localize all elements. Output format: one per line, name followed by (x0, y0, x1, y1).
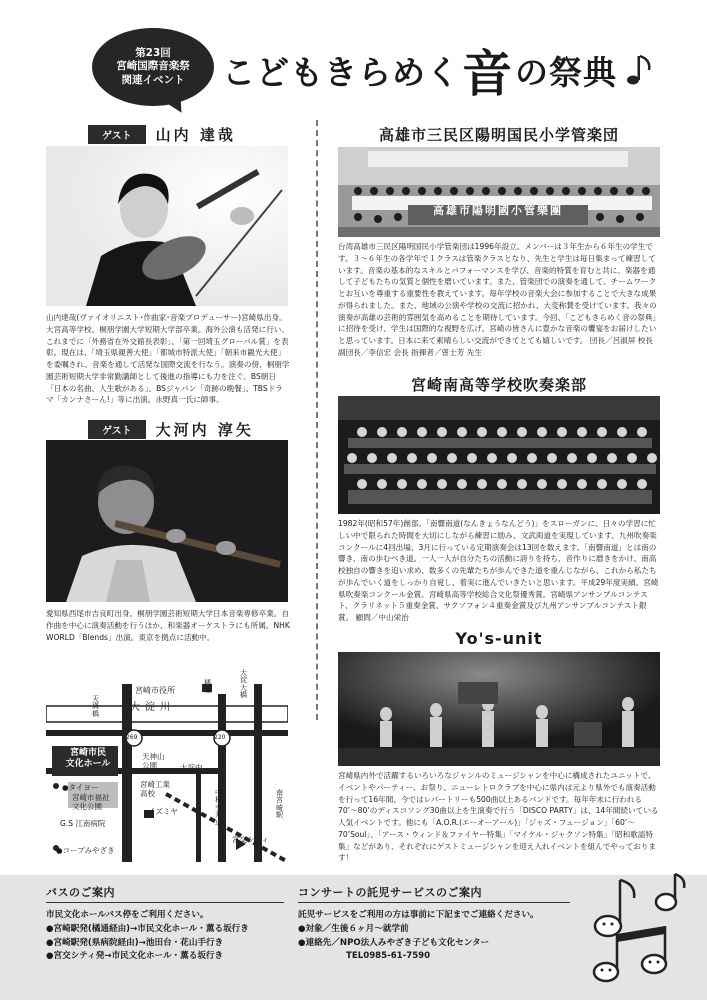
map-road-tachibana: 橘通 (204, 679, 211, 695)
guest1-name: 山内 達哉 (155, 126, 236, 144)
childcare-title: コンサートの託児サービスのご案内 (298, 884, 570, 903)
map-venue (56, 748, 120, 771)
section3-photo (338, 652, 660, 766)
map-coop-label: コープみやざき (62, 846, 115, 855)
event-badge (92, 28, 214, 106)
childcare-info (298, 884, 570, 964)
title-oto: 音 (462, 45, 513, 103)
map-oyodo-naka: 大淀中 (180, 763, 203, 772)
map-route-220: 220 (214, 734, 226, 741)
map-station: 南宮崎駅 (276, 789, 283, 820)
map-miyako: 宮交シティ (232, 835, 269, 844)
badge-festival: 宮崎国際音楽祭 (116, 60, 190, 73)
childcare-target: ●対象／生後６ヶ月～就学前 (298, 923, 409, 934)
map-welfare-line1: 宮崎市福祉 (72, 793, 110, 802)
music-note-icon (621, 50, 661, 90)
notes-illustration (580, 872, 690, 992)
bus-info (46, 884, 284, 964)
map-venue-line2: 文化ホール (65, 759, 111, 770)
single-note-icon (656, 874, 684, 910)
section1-banner: 高雄市陽明國小管樂團 (433, 204, 563, 217)
bus-line-1: ●宮崎駅発(橘通経由)→市民文化ホール・薫る坂行き (46, 923, 249, 934)
bus-title: バスのご案内 (46, 884, 284, 903)
title-part2: の祭典 (515, 52, 617, 92)
guest1-photo (46, 146, 288, 306)
guest2-photo (46, 440, 288, 602)
map-road-oyodo: 大淀大橋 (240, 669, 247, 700)
section3-heading: Yo's-unit (455, 629, 543, 648)
section3-text: 宮崎県内外で活躍するいろいろなジャンルのミュージシャンを中心に構成されたユニットで、イベントやパーティー、お祭り、ニューレトロクラブを中心に県内は元より県外でも演奏活動を行って16年間、今ではレパートリーも500曲以上あるバンドです。毎年年末に行われる70’～80’のディスコソング30曲以上を生演奏で行う「DISCO PARTY」は、14年間続いている人気イベントです。他にも「A.O.R.(エーオーアール)」「ジャズ・フュージョン」「60’～70’Soul」、「アース・ウィンド＆ファイヤー特集」「マイケル・ジャクソン特集」「昭和歌謡特集」などがあり、それぞれにゲストミュージシャンを迎え入れイベントを組んでやっております！ (338, 771, 659, 863)
map-hospital: G.S 江南病院 (60, 819, 106, 828)
page-title (222, 40, 661, 103)
map-welfare-line2: 文化公園 (72, 802, 102, 811)
childcare-tel: TEL0985-61-7590 (346, 951, 431, 962)
section1-heading: 高雄市三民区陽明国民小学管楽団 (378, 126, 619, 144)
bus-line-3: ●宮交シティ発→市民文化ホール・薫る坂行き (46, 951, 224, 962)
childcare-intro: 託児サービスをご利用の方は事前に下記までご連絡ください。 (298, 910, 539, 920)
map-route-269: 269 (126, 734, 138, 741)
section1-text: 台湾高雄市三民区陽明国民小学管楽団は1996年設立。メンバーは３年生から６年生の学生です。３～６年生の各学年で１クラスは管楽クラスとなり、先生と学生は毎日集まって練習しています。音楽の基本的なスキルとパフォーマンスを学び、音楽的特質を育むと共に、楽器を通して子どもたちの気質と個性を磨いています。また、管楽団での演奏を通して、チームワークとお互いを尊重する重要性を教えています。毎年学校の音楽大会に参加することで大きな成果が得られました。また、地域の公演や学校の交流に招かれ、大変称賛を受けています。我々の演奏が高雄の芸術的雰囲気を高めることを期待しています。今回、「こどもきらめく音の祭典」に招待を受け、学生は国際的な視野を広げ、宮崎の皆さんに豊かな音楽の饗宴をお届けしたいと思っています。日本に来て素晴らしい交流ができてとても嬉しいです。 団長／呂淑屏 校長 副団長／李信宏 会長 指揮者／曾士芳 先生 (338, 242, 657, 357)
music-note-icon (595, 880, 634, 936)
badge-related: 関連イベント (121, 73, 185, 86)
bus-line-2: ●宮崎駅発(県病院経由)→池田台・花山手行き (46, 937, 224, 948)
guest2-name: 大河内 淳矢 (155, 421, 254, 439)
column-divider (316, 120, 318, 720)
map-coop: ●コープみやざき (56, 846, 115, 855)
guest2-header (88, 419, 254, 440)
map-temple: 天神山公園 (142, 752, 165, 770)
section2-heading: 宮崎南高等学校吹奏楽部 (410, 376, 587, 394)
map-city-hall: 宮崎市役所 (135, 686, 175, 695)
map-venue-line1: 宮崎市民 (69, 748, 106, 758)
map-taiyo: ●タイヨー (62, 783, 99, 792)
guest1-tag: ゲスト (88, 125, 146, 144)
road-tachibana (218, 694, 226, 862)
map-taiyo-label: タイヨー (68, 783, 99, 792)
section1-photo (338, 147, 660, 237)
badge-edition: 第23回 (135, 46, 171, 59)
bus-intro: 市民文化ホールバス停をご利用ください。 (46, 910, 209, 920)
guest2-tag: ゲスト (88, 420, 146, 439)
guest1-bio: 山内達哉(ヴァイオリニスト･作曲家･音楽プロデューサー)宮崎県出身。大宮高等学校、桐朋学園大学短期大学部卒業。海外公演も活発に行い、これまでに「外務省在外交館長表彰」、「第一回埼玉グローバル賞」を表彰。現在は、「埼玉県親善大使」「都城市特派大使」「朝来市観光大使」を委嘱され、音楽を通して活発な国際交流を行なう。演奏の傍、桐朋学園芸術短期大学非常勤講師として後進の指導にも力を注ぐ。BS朝日「日本の名曲、人生歌がある」、BSジャパン「奇跡の晩餐」、TBSドラマ「カンナさーん!」等に出演。永野真一氏に師事。 (46, 313, 290, 405)
childcare-contact: ●連絡先／NPO法人みやざき子ども文化センター (298, 937, 490, 948)
map-izumiya: イズミヤ (148, 807, 178, 816)
map-school: 宮崎工業高校 (140, 780, 170, 798)
map-intersection: 中村交差点 (215, 789, 222, 827)
guest2-bio: 愛知県西尾市吉良町出身。桐朋学園芸術短期大学日本音楽専修卒業。自作曲を中心に演奏活動を行うほか、和楽器オーケストラにも所属。NHK WORLD「Blends」出演。東京を拠点に活動中。 (46, 609, 290, 642)
map-road-tenmanbashi: 天満橋 (92, 695, 99, 718)
title-part1: こどもきらめく (222, 52, 460, 92)
section2-text: 1982年(昭和57年)創部。「南響南道(なんきょうなんどう)」をスローガンに、日々の学習に忙しい中で限られた時間を大切にしながら練習に励み、文武両道を実現しています。九州吹奏楽コンクールに4回出場、3月に行っている定期演奏会は13回を数えます。「南響南道」とは南の響き、南の歩むべき道。一人一人が自分たちの活動に誇りを持ち、音作りに磨きをかけ、南高校独自の響きを追い求め、数多くの先輩たちが歩んできた道を重んじながら、これから私たちが歩んでいく道をしっかり自覚し、着実に進んでいきたいと思います。平成29年度実績。宮崎県吹奏楽コンクール金賞。宮崎県高等学校総合文化祭優秀賞。宮崎県アンサンブルコンテスト、クラリネット５重奏金賞、サクソフォン４重奏金賞及び九州アンサンブルコンテスト銀賞。 顧問／中山栄治 (338, 519, 659, 623)
map-river: 大淀川 (130, 702, 175, 713)
guest1-header (88, 124, 236, 145)
section2-photo (338, 396, 660, 514)
map-welfare (72, 793, 110, 811)
